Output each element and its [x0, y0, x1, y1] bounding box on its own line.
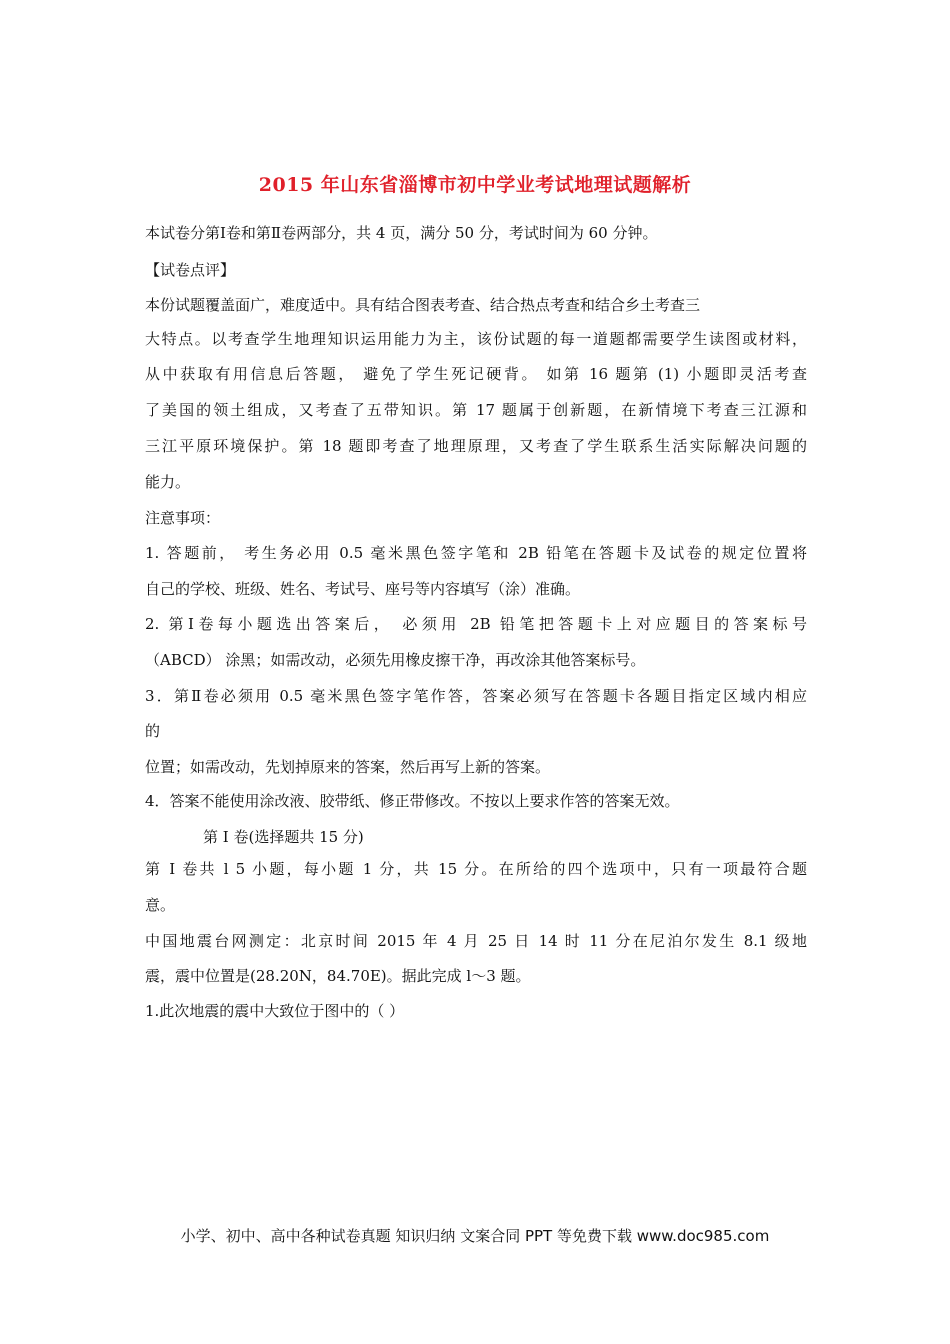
review-line: 能力。 — [145, 473, 191, 491]
intro-line: 本试卷分第Ⅰ卷和第Ⅱ卷两部分，共 4 页，满分 50 分，考试时间为 60 分钟。 — [145, 224, 658, 242]
review-line: 大特点。以考查学生地理知识运用能力为主，该份试题的每一道题都需要学生读图或材料， — [145, 330, 807, 348]
note-item: 2. 第Ⅰ卷每小题选出答案后， 必须用 2B 铅笔把答题卡上对应题目的答案标号 — [145, 615, 807, 633]
note-item: 3．第Ⅱ卷必须用 0.5 毫米黑色签字笔作答，答案必须写在答题卡各题目指定区域内相应 — [145, 687, 807, 705]
section-instructions: 意。 — [145, 896, 176, 914]
note-item: 位置；如需改动，先划掉原来的答案，然后再写上新的答案。 — [145, 758, 551, 776]
review-heading: 【试卷点评】 — [145, 261, 236, 279]
review-line: 从中获取有用信息后答题， 避免了学生死记硬背。 如第 16 题第 (1) 小题即灵活考查 — [145, 365, 807, 383]
section-instructions: 第 I 卷共 l 5 小题，每小题 1 分，共 15 分。在所给的四个选项中，只有一项最符合题 — [145, 860, 807, 878]
note-item: （ABCD） 涂黑；如需改动，必须先用橡皮擦干净，再改涂其他答案标号。 — [145, 651, 646, 669]
notes-heading: 注意事项： — [145, 509, 221, 527]
review-line: 了美国的领土组成，又考查了五带知识。第 17 题属于创新题，在新情境下考查三江源和 — [145, 401, 807, 419]
note-item: 1. 答题前， 考生务必用 0.5 毫米黑色签字笔和 2B 铅笔在答题卡及试卷的规定位置将 — [145, 544, 807, 562]
question-stem: 震，震中位置是(28.20N，84.70E)。据此完成 l～3 题。 — [145, 967, 531, 985]
question-1: 1.此次地震的震中大致位于图中的（ ） — [145, 1002, 405, 1020]
document-title: 2015 年山东省淄博市初中学业考试地理试题解析 — [258, 174, 692, 196]
review-line: 本份试题覆盖面广，难度适中。具有结合图表考查、结合热点考查和结合乡土考查三 — [145, 296, 701, 314]
review-line: 三江平原环境保护。第 18 题即考查了地理原理，又考查了学生联系生活实际解决问题的 — [145, 437, 807, 455]
section-heading: 第 I 卷(选择题共 15 分) — [203, 828, 364, 846]
page-footer: 小学、初中、高中各种试卷真题 知识归纳 文案合同 PPT 等免费下载 www.doc985.com — [180, 1227, 770, 1245]
note-item: 的 — [145, 722, 161, 740]
note-item: 自己的学校、班级、姓名、考试号、座号等内容填写（涂）准确。 — [145, 580, 581, 598]
question-stem: 中国地震台网测定：北京时间 2015 年 4 月 25 日 14 时 11 分在尼泊尔发生 8.1 级地 — [145, 932, 807, 950]
note-item: 4．答案不能使用涂改液、胶带纸、修正带修改。不按以上要求作答的答案无效。 — [145, 792, 680, 810]
